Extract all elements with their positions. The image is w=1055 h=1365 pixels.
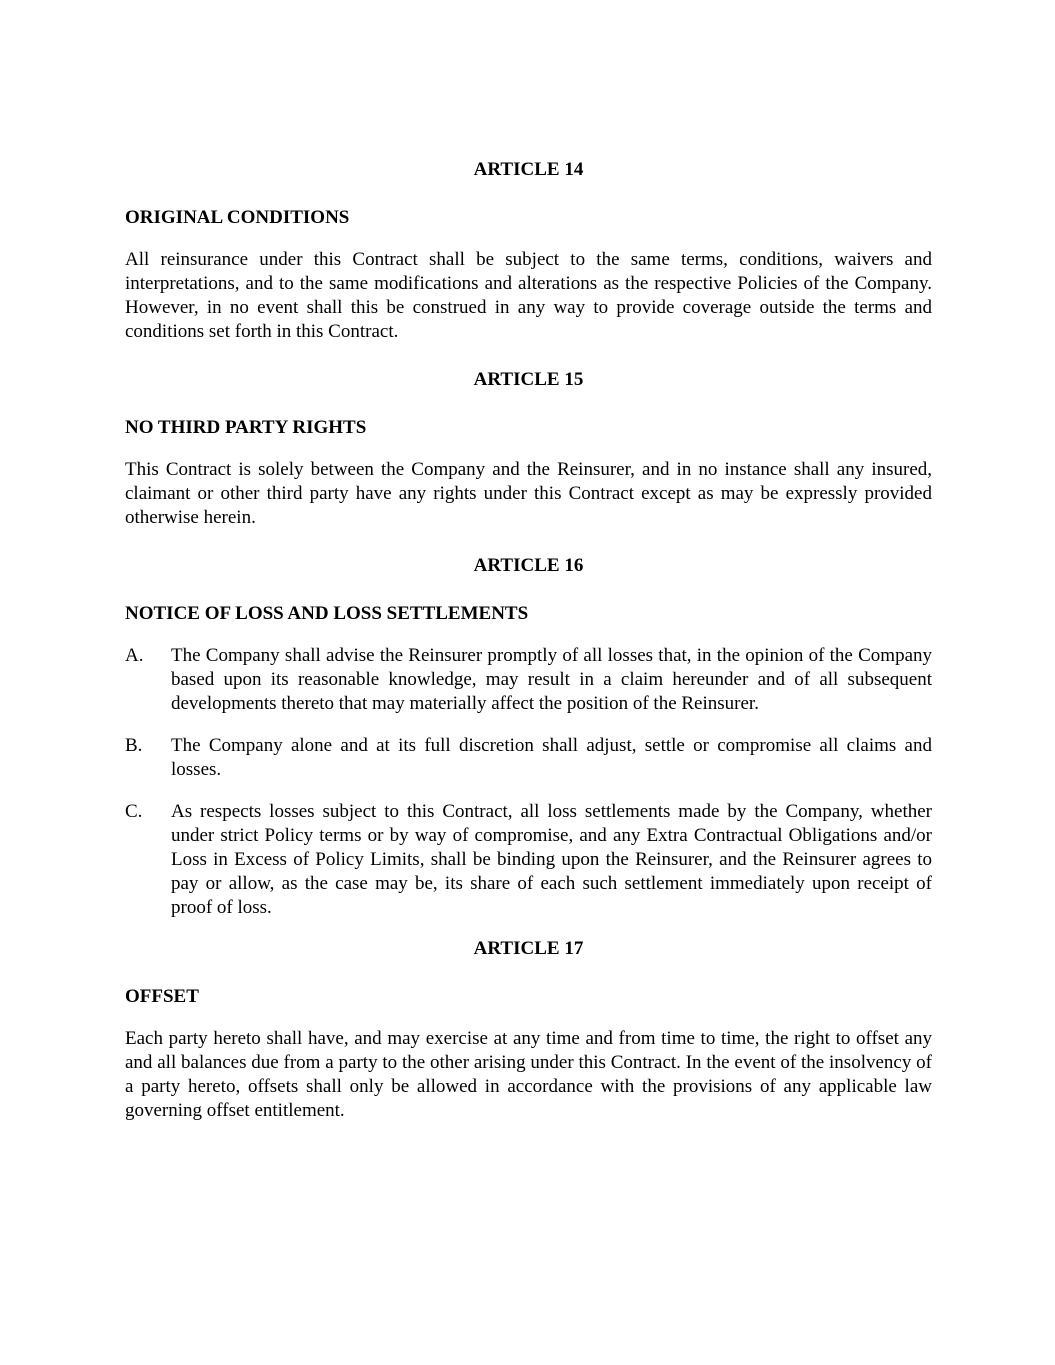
article-title: NOTICE OF LOSS AND LOSS SETTLEMENTS [125, 603, 529, 624]
list-text: The Company shall advise the Reinsurer promptly of all losses that, in the opinion of the Company based upon its reasonable knowledge, may result in a claim hereunder and of all subsequent developments thereto that may materially affect the position of the Reinsurer. [171, 645, 932, 714]
article-number: ARTICLE 16 [473, 555, 584, 576]
article-14 [125, 158, 932, 344]
list-letter: A. [125, 645, 144, 666]
article-number: ARTICLE 14 [473, 159, 584, 180]
article-number: ARTICLE 15 [473, 369, 584, 390]
list-text: The Company alone and at its full discretion shall adjust, settle or compromise all claims and losses. [171, 735, 932, 780]
article-body: All reinsurance under this Contract shall be subject to the same terms, conditions, waivers and interpretations, and to the same modifications and alterations as the respective Policies of the Company. However, in no event shall this be construed in any way to provide coverage outside the terms and conditions set forth in this Contract. [125, 249, 932, 342]
article-number: ARTICLE 17 [473, 938, 584, 959]
list-text: As respects losses subject to this Contract, all loss settlements made by the Company, whether under strict Policy terms or by way of compromise, and any Extra Contractual Obligations and/or Loss in Excess of Policy Limits, shall be binding upon the Reinsurer, and the Reinsurer agrees to pay or allow, as the case may be, its share of each such settlement immediately upon receipt of proof of loss. [171, 801, 932, 918]
article-15 [125, 368, 932, 530]
article-body: This Contract is solely between the Company and the Reinsurer, and in no instance shall any insured, claimant or other third party have any rights under this Contract except as may be expressly provided otherwise herein. [125, 459, 932, 528]
article-16 [125, 554, 932, 920]
article-17 [125, 937, 932, 1123]
list-item-b [125, 734, 932, 782]
document-page [125, 158, 932, 1147]
list-item-c [125, 800, 932, 920]
list-letter: C. [125, 801, 143, 822]
list-letter: B. [125, 735, 143, 756]
article-title: NO THIRD PARTY RIGHTS [125, 417, 367, 438]
list-item-a [125, 644, 932, 716]
article-title: OFFSET [125, 986, 199, 1007]
article-title: ORIGINAL CONDITIONS [125, 207, 350, 228]
article-body: Each party hereto shall have, and may exercise at any time and from time to time, the right to offset any and all balances due from a party to the other arising under this Contract. In the event of the insolvency of a party hereto, offsets shall only be allowed in accordance with the provisions of any applicable law governing offset entitlement. [125, 1028, 932, 1121]
